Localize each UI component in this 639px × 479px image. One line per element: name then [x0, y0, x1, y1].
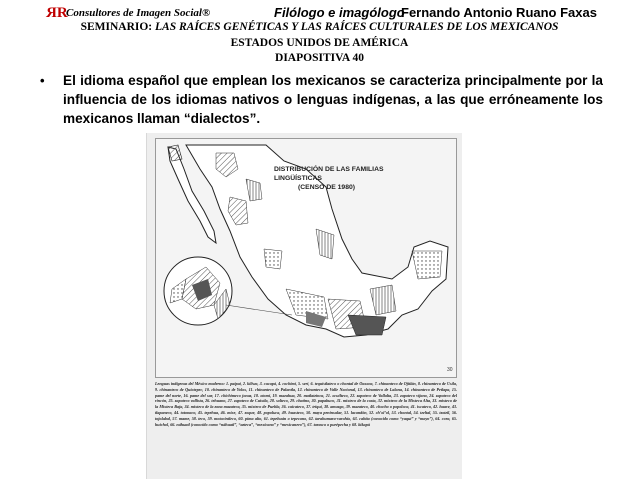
profession: Filólogo e imagólogo [274, 5, 405, 20]
legend-text: 1. paipai, 2. kiliwa, 3. cucapá, 4. cochimí, 5. seri, 6. tequistlateco o chontal de Oaxaca, 7. chinanteco de Ojitlán, 8. chinanteco de Usila, 9. chinanteco de Quiotepec, 10. chinanteco de Yolox, 11. chinanteco de Palantla, 12. chinanteco de Valle Nacional, 13. chinanteco de Lalana, 14. chinanteco de Petlapa, 15. pame del norte, 16. pame del sur, 17. chichimeco jonaz, 18. otomí, 19. mazahua, 20. matlatzinca, 21. ocuilteco, 22. zapoteco de Vallalta, 23. zapoteco vijano, 24. zapoteco del rincón, 25. zapoteco vallista, 26. tehuano, 27. zapoteco de Cuixtla, 28. solteco, 29. chatino, 30. papabuco, 31. mixteco de la costa, 32. mixteco de la Mixteca Alta, 33. mixteco de la Mixteca Baja, 34. mixteco de la zona mazateca, 35. mixteco de Puebla, 36. cuicateco, 37. triqui, 38. amuzgo, 39. mazateco, 40. chocho o popoloca, 41. ixcateco, 42. huave, 43. tlapaneco, 44. totonaco, 45. tepehua, 46. mixe, 47. zoque, 48. popoluca, 49. huasteco, 50. maya peninsular, 51. lacandón, 52. chʼolʼol, 53. chontal, 54. tzeltal, 55. tzotzil, 56. tojolabal, 57. mame, 58. teco, 59. motocintleco, 60. pima alto, 61. tepehuán o tepecano, 62. tarahumara-varohío, 63. cahíta (conocido como “yaqui” y “mayo”), 64. cora, 65. huichol, 66. náhuatl (conocido como “náhuatl”, “azteca”, “mexicano” y “mexicanero”), 67. tarasco o purépecha y 68. kikapú [155, 381, 457, 427]
map-legend [155, 381, 457, 477]
seminar-prefix: SEMINARIO: [80, 21, 153, 33]
logo: RR [47, 5, 67, 21]
author-name: Fernando Antonio Ruano Faxas [401, 5, 597, 20]
map-title [274, 165, 404, 192]
map-figure [146, 133, 462, 479]
header-bar [0, 3, 639, 21]
bullet-icon: • [40, 73, 45, 88]
seminar-line [0, 21, 639, 33]
map-title-line-2: (CENSO DE 1980) [298, 184, 356, 191]
seminar-title: LAS RAÍCES GENÉTICAS Y LAS RAÍCES CULTURALES DE LOS MEXICANOS [155, 21, 559, 33]
map-title-line-1: DISTRIBUCIÓN DE LAS FAMILIAS LINGÜÍSTICAS [274, 166, 384, 182]
page-number: 30 [447, 367, 453, 373]
company-name: Consultores de Imagen Social® [66, 7, 211, 19]
main-paragraph: El idioma español que emplean los mexicanos se caracteriza principalmente por la influencia de los idiomas nativos o lenguas indígenas, a las que erróneamente los mexicanos llaman “dialectos”. [63, 73, 603, 126]
country-title: ESTADOS UNIDOS DE AMÉRICA [230, 37, 409, 49]
language-map [155, 138, 457, 378]
legend-title: Lenguas indígenas del México moderno: [155, 381, 225, 386]
slide-number: DIAPOSITIVA 40 [275, 52, 364, 64]
